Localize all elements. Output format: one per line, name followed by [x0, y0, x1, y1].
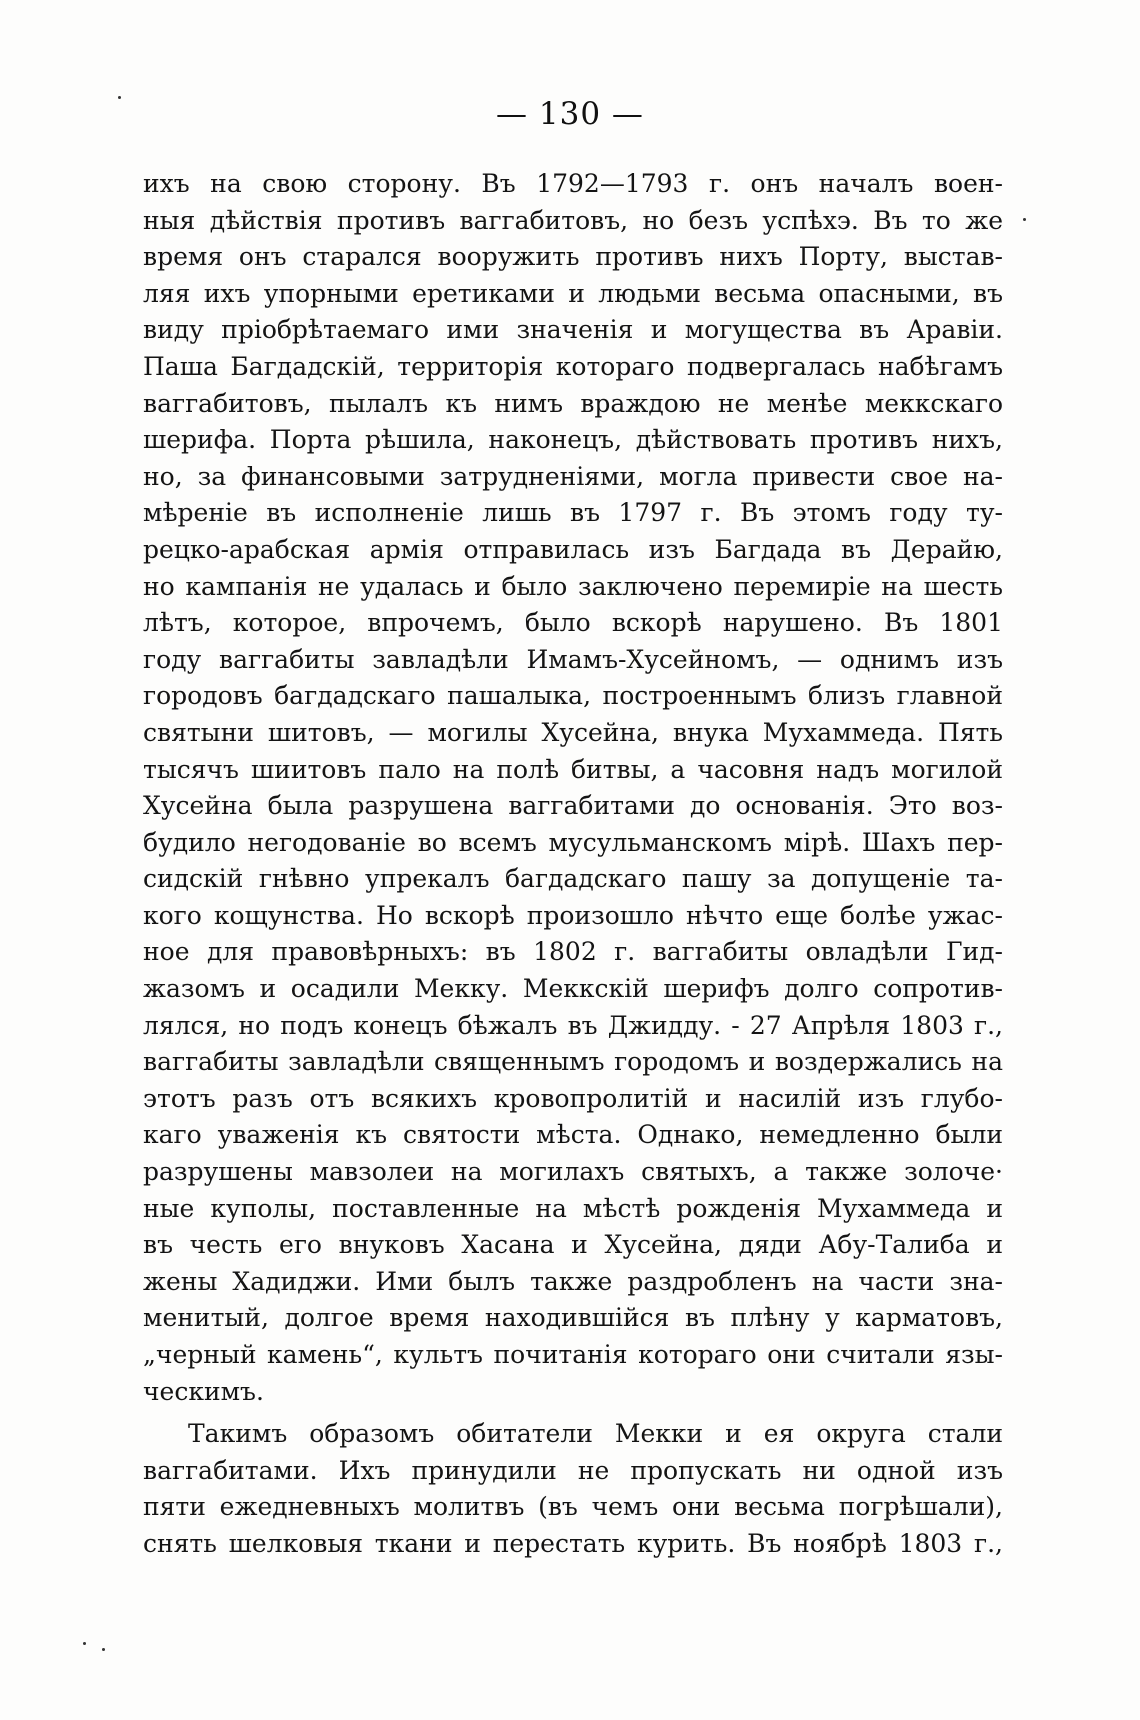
text-line: святыни шитовъ, — могилы Хусейна, внука Мухаммеда. Пять	[143, 717, 1003, 747]
text-line: но кампанія не удалась и было заключено перемиріе на шесть	[143, 571, 1003, 601]
text-line: ляя ихъ упорными еретиками и людьми весьма опасными, въ	[143, 278, 1003, 308]
text-line: ваггабитовъ, пылалъ къ нимъ враждою не менѣе меккскаго	[143, 388, 1003, 418]
text-line: время онъ старался вооружить противъ нихъ Порту, выстав-	[143, 242, 1003, 272]
text-line: ное для правовѣрныхъ: въ 1802 г. ваггабиты овладѣли Гид-	[143, 937, 1003, 967]
body-text	[143, 166, 1003, 1563]
text-line: жены Хадиджи. Ими былъ также раздробленъ на части зна-	[143, 1266, 1003, 1296]
text-line: въ честь его внуковъ Хасана и Хусейна, дяди Абу-Талиба и	[143, 1230, 1003, 1260]
text-line: лялся, но подъ конецъ бѣжалъ въ Джидду. - 27 Апрѣля 1803 г.,	[143, 1010, 1003, 1040]
text-line: году ваггабиты завладѣли Имамъ-Хусейномъ, — однимъ изъ	[143, 644, 1003, 674]
text-line: кого кощунства. Но вскорѣ произошло нѣчто еще болѣе ужас-	[143, 900, 1003, 930]
text-line: пяти ежедневныхъ молитвъ (въ чемъ они весьма погрѣшали),	[143, 1492, 1003, 1522]
text-line: этотъ разъ отъ всякихъ кровопролитій и насилій изъ глубо-	[143, 1083, 1003, 1113]
text-line: каго уваженія къ святости мѣста. Однако, немедленно были	[143, 1120, 1003, 1150]
paragraph-1	[143, 166, 1003, 1410]
scan-speck	[83, 1642, 86, 1645]
text-line: снять шелковыя ткани и перестать курить. Въ ноябрѣ 1803 г.,	[143, 1528, 1003, 1558]
text-line: тысячъ шиитовъ пало на полѣ битвы, а часовня надъ могилой	[143, 754, 1003, 784]
text-line: ихъ на свою сторону. Въ 1792—1793 г. онъ началъ воен-	[143, 169, 1003, 198]
text-line: шерифа. Порта рѣшила, наконецъ, дѣйствовать противъ нихъ,	[143, 425, 1003, 455]
text-line: ныя дѣйствія противъ ваггабитовъ, но безъ успѣхэ. Въ то же	[143, 205, 1003, 235]
text-line: мѣреніе въ исполненіе лишь въ 1797 г. Въ этомъ году ту-	[143, 498, 1003, 528]
text-line: сидскій гнѣвно упрекалъ багдадскаго пашу за допущеніе та-	[143, 864, 1003, 894]
text-line: ваггабитами. Ихъ принудили не пропускать ни одной изъ	[143, 1455, 1003, 1485]
text-line: виду пріобрѣтаемаго ими значенія и могущества въ Аравіи.	[143, 315, 1003, 345]
text-line: ческимъ.	[143, 1376, 264, 1406]
text-line: городовъ багдадскаго пашалыка, построеннымъ близъ главной	[143, 681, 1003, 711]
text-line: „черный камень“, культъ почитанія котораго они считали язы-	[143, 1340, 1003, 1369]
text-line: разрушены мавзолеи на могилахъ святыхъ, а также золоче·	[143, 1157, 1003, 1187]
text-line: будило негодованіе во всемъ мусульманскомъ мірѣ. Шахъ пер-	[143, 827, 1003, 857]
text-line: ваггабиты завладѣли священнымъ городомъ и воздержались на	[143, 1047, 1003, 1077]
text-line: Паша Багдадскій, территорія котораго подвергалась набѣгамъ	[143, 351, 1003, 381]
text-line: ные куполы, поставленные на мѣстѣ рожденія Мухаммеда и	[143, 1193, 1003, 1223]
scan-speck	[102, 1648, 105, 1651]
text-line: жазомъ и осадили Мекку. Меккскій шерифъ долго сопротив-	[143, 974, 1003, 1004]
scan-speck	[1023, 218, 1026, 221]
text-line: Хусейна была разрушена ваггабитами до основанія. Это воз-	[143, 791, 1003, 821]
text-line: лѣтъ, которое, впрочемъ, было вскорѣ нарушено. Въ 1801	[143, 608, 1003, 638]
text-line: рецко-арабская армія отправилась изъ Багдада въ Дерайю,	[143, 534, 1003, 564]
page-number: — 130 —	[496, 96, 644, 132]
text-line: но, за финансовыми затрудненіями, могла привести свое на-	[143, 461, 1003, 491]
paragraph-2	[143, 1416, 1003, 1562]
text-line: Такимъ образомъ обитатели Мекки и ея округа стали	[188, 1419, 1003, 1449]
text-line: менитый, долгое время находившійся въ плѣну у карматовъ,	[143, 1303, 1003, 1333]
scan-speck	[118, 96, 121, 99]
